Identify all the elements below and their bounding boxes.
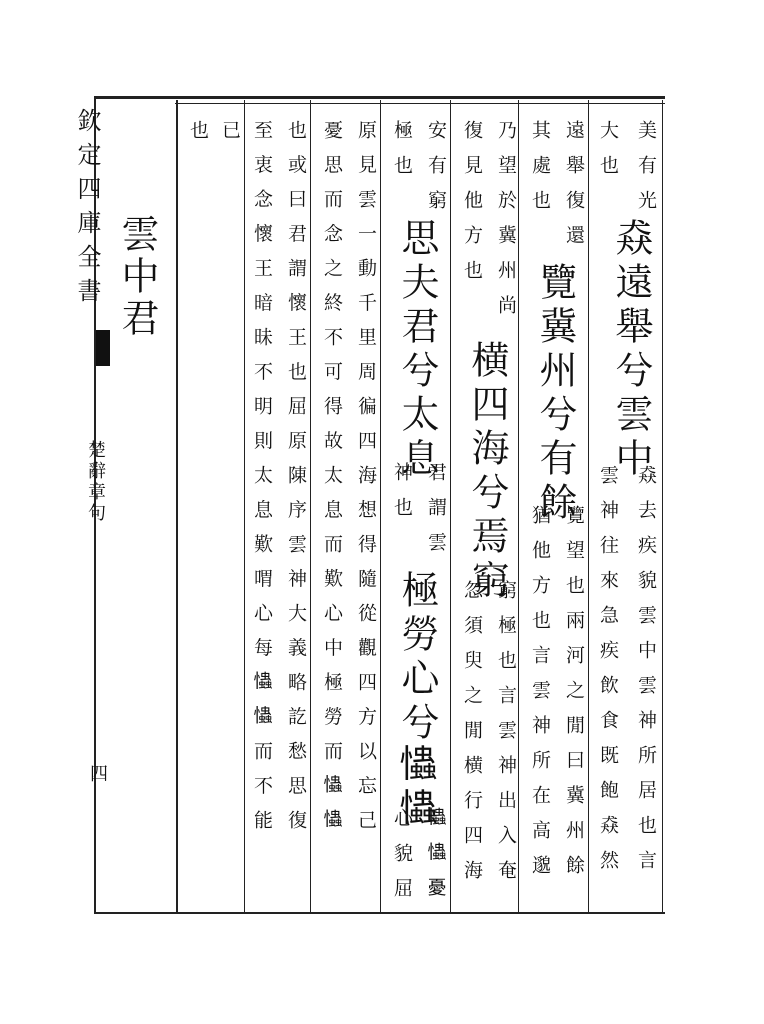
column-rule-4: [450, 100, 451, 914]
commentary-column: 窮極也言雲神出入奄: [495, 580, 517, 895]
verse-column: 覽冀州兮有餘: [533, 262, 577, 526]
text-column: 極也: [391, 120, 413, 190]
text-column: 其處也: [529, 120, 551, 225]
commentary-column: 原見雲一動千里周徧四海想得隨從觀四方以忘己: [355, 120, 377, 845]
page-number: 四: [87, 764, 108, 782]
commentary-column: 也或曰君謂懷王也屈原陳序雲神大義略訖愁思復: [285, 120, 307, 845]
top-border: [95, 96, 665, 99]
verse-column: 猋遠舉兮雲中: [609, 218, 653, 482]
column-rule-5: [518, 100, 519, 914]
margin-divider: [176, 100, 178, 914]
commentary-column: 𢥞𢥞憂: [425, 808, 447, 913]
verse-column: 思夫君兮太息: [395, 218, 439, 482]
text-column: 遠舉復還: [563, 120, 585, 260]
commentary-column: 雲神往來急疾飲食既飽猋然: [597, 465, 619, 885]
verse-column: 横四海兮焉窮: [465, 340, 509, 604]
book-title: 欽定四庫全書: [73, 108, 101, 312]
verse-column: 極勞心兮𢥞𢥞: [395, 570, 439, 834]
text-column: 安有窮: [425, 120, 447, 225]
commentary-column: 覽望也兩河之閒曰冀州餘: [563, 505, 585, 890]
commentary-column: 猶他方也言雲神所在高邈: [529, 505, 551, 890]
text-column: 乃望於冀州尚: [495, 120, 517, 330]
text-column: 復見他方也: [461, 120, 483, 295]
text-column: 已: [219, 120, 241, 155]
commentary-column: 至衷念懷王暗昧不明則太息歎喟心每𢥞𢥞而不能: [251, 120, 273, 845]
column-rule-7: [662, 100, 663, 914]
commentary-column: 君謂雲: [425, 462, 447, 567]
text-column: 美有光: [635, 120, 657, 225]
column-rule-3: [380, 100, 381, 914]
page-title: 雲中君: [115, 214, 159, 340]
fold-mark: [96, 330, 110, 366]
text-column: 也: [187, 120, 209, 155]
section-label: 楚辭章句: [85, 440, 106, 524]
commentary-column: 猋去疾貌雲中雲神所居也言: [635, 465, 657, 885]
commentary-column: 心貌屈: [391, 808, 413, 913]
commentary-column: 憂思而念之終不可得故太息而歎心中極勞而𢥞𢥞: [321, 120, 343, 845]
commentary-column: 忽須臾之閒横行四海: [461, 580, 483, 895]
column-rule-1: [244, 100, 245, 914]
column-rule-6: [588, 100, 589, 914]
text-column: 神也: [391, 462, 413, 532]
top-border-inner: [175, 103, 665, 104]
column-rule-2: [310, 100, 311, 914]
text-column: 大也: [597, 120, 619, 190]
